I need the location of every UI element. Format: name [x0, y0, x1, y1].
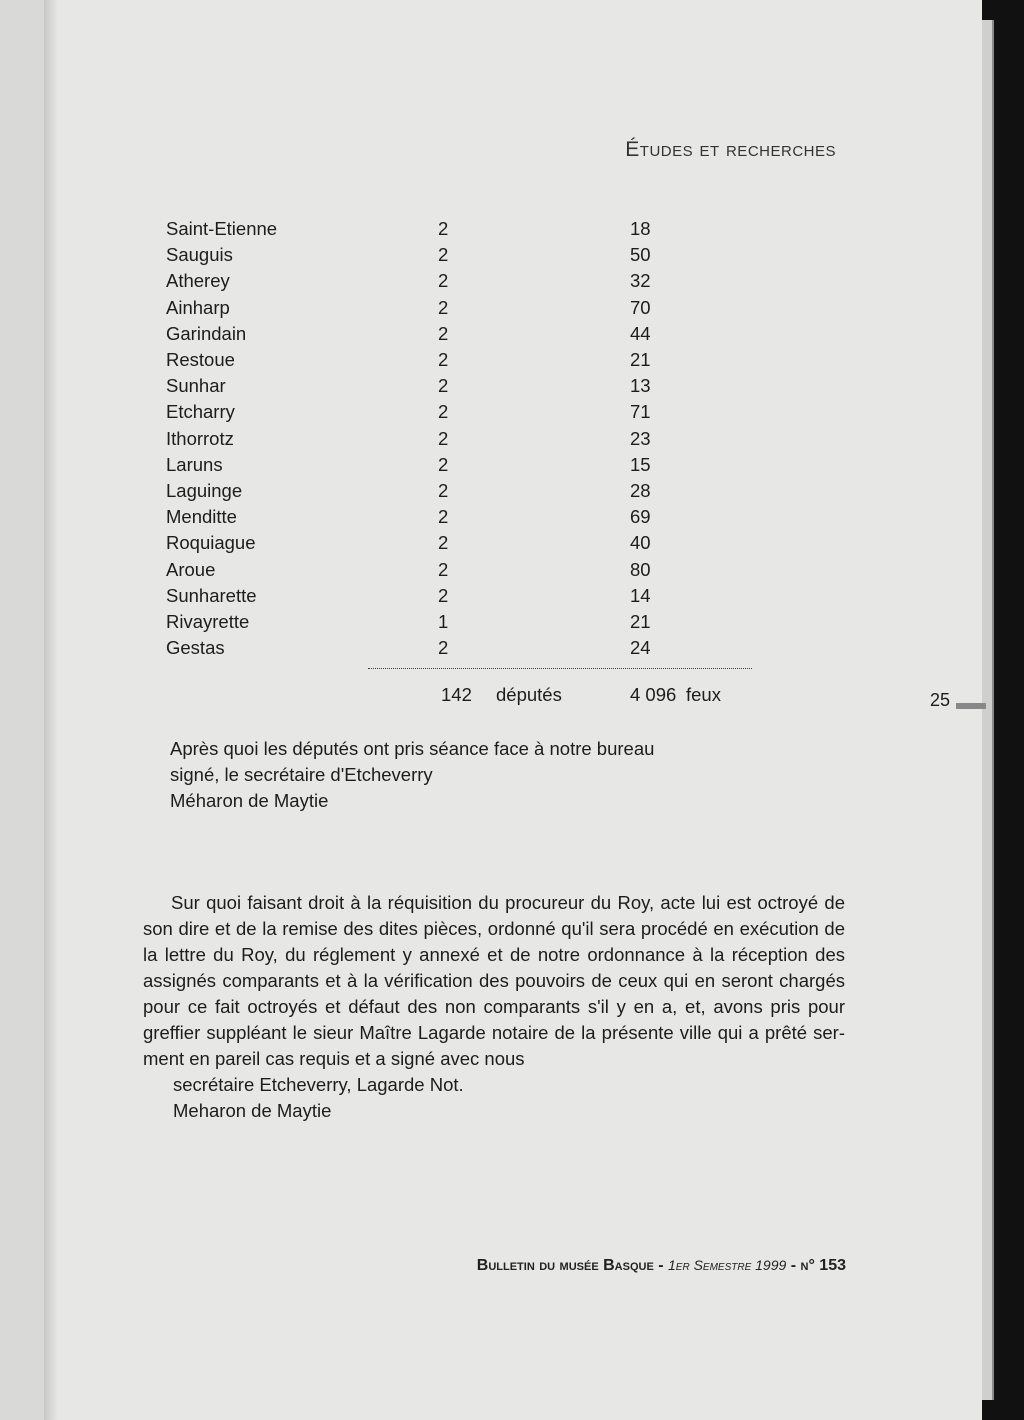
body-paragraph — [143, 890, 845, 1124]
running-header: Études et recherches — [625, 138, 836, 161]
deputes-count: 2 — [438, 322, 449, 344]
feux-count: 14 — [630, 584, 651, 606]
commune-name: Laguinge — [166, 480, 243, 501]
footer-separator: - — [653, 1257, 669, 1274]
table-row — [166, 373, 766, 399]
table-row — [166, 530, 766, 556]
signature-line: secrétaire Etcheverry, Lagarde Not. — [173, 1074, 464, 1095]
footer — [477, 1257, 846, 1275]
page-edge — [982, 0, 1024, 1420]
page-number: 25 — [930, 690, 951, 710]
table-row — [166, 295, 766, 321]
table-row — [166, 216, 766, 242]
deputes-count: 2 — [438, 427, 449, 449]
commune-name: Atherey — [166, 270, 230, 292]
paragraph-line: ment en pareil cas requis et a signé avec nous — [143, 1048, 525, 1069]
deputes-count: 1 — [438, 611, 449, 632]
paragraph-line: greffier suppléant le sieur Maître Lagarde notaire de la présente ville qui a prêté ser- — [143, 1022, 845, 1043]
table-row — [166, 321, 766, 347]
page-tab-marker — [956, 703, 986, 709]
feux-count: 70 — [630, 296, 651, 318]
deputes-label: députés — [496, 684, 562, 705]
feux-label: feux — [686, 684, 721, 705]
table-row — [166, 399, 766, 425]
paragraph-line: Sur quoi faisant droit à la réquisition du procureur du Roy, acte lui est octroyé de — [171, 892, 845, 913]
issue-number: n° 153 — [800, 1257, 846, 1274]
deputes-count: 2 — [438, 349, 449, 370]
table-row — [166, 268, 766, 294]
table-row — [166, 583, 766, 609]
deputes-count: 2 — [438, 270, 449, 292]
feux-count: 80 — [630, 558, 651, 580]
deputes-count: 2 — [438, 506, 449, 528]
table-row — [166, 635, 766, 661]
commune-name: Ainharp — [166, 296, 230, 318]
footer-separator: - — [786, 1257, 801, 1274]
table-row — [166, 557, 766, 583]
deputes-count: 2 — [438, 244, 449, 266]
deputes-count: 2 — [438, 637, 449, 659]
feux-count: 44 — [630, 322, 651, 344]
paragraph-line: pour ce fait octroyés et défaut des non comparants s'il y en a, et, avons pris pour — [143, 996, 845, 1017]
commune-name: Aroue — [166, 558, 216, 580]
signature-line: Meharon de Maytie — [173, 1100, 332, 1121]
commune-name: Ithorrotz — [166, 427, 234, 449]
paragraph-line: assignés comparants et à la vérification des pouvoirs de ceux qui en seront chargés — [143, 970, 845, 991]
closing-line: Après quoi les députés ont pris séance face à notre bureau — [170, 738, 655, 759]
table-row — [166, 504, 766, 530]
commune-name: Etcharry — [166, 401, 235, 423]
commune-name: Menditte — [166, 506, 237, 528]
commune-name: Garindain — [166, 322, 247, 344]
deputes-count: 2 — [438, 558, 449, 580]
feux-count: 32 — [630, 270, 651, 292]
feux-count: 50 — [630, 244, 651, 266]
commune-name: Gestas — [166, 637, 225, 659]
deputes-count: 2 — [438, 480, 449, 501]
commune-name: Sauguis — [166, 244, 233, 266]
feux-count: 40 — [630, 532, 651, 554]
closing-line: Méharon de Maytie — [170, 790, 329, 811]
deputes-count: 2 — [438, 401, 449, 423]
deputes-count: 2 — [438, 375, 449, 397]
commune-name: Sunharette — [166, 584, 257, 606]
commune-name: Roquiague — [166, 532, 256, 554]
table-row — [166, 242, 766, 268]
feux-count: 15 — [630, 453, 651, 475]
deputes-count: 2 — [438, 453, 449, 475]
total-deputes: 142 — [441, 684, 472, 705]
feux-count: 13 — [630, 375, 651, 397]
paragraph-line: la lettre du Roy, du réglement y annexé et de notre ordonnance à la réception des — [143, 944, 845, 965]
deputes-count: 2 — [438, 296, 449, 318]
commune-name: Restoue — [166, 349, 235, 370]
journal-name: Bulletin du musée Basque — [476, 1257, 654, 1274]
commune-name: Sunhar — [166, 375, 226, 397]
total-feux: 4 096 — [630, 684, 677, 705]
feux-count: 21 — [630, 611, 651, 632]
total-separator — [368, 668, 752, 669]
table-row — [166, 452, 766, 478]
feux-count: 24 — [630, 637, 651, 659]
feux-count: 23 — [630, 427, 651, 449]
paragraph-line: son dire et de la remise des dites pièces, ordonné qu'il sera procédé en exécution de — [143, 918, 845, 939]
table-row — [166, 347, 766, 373]
commune-name: Saint-Etienne — [166, 218, 278, 239]
closing-line: signé, le secrétaire d'Etcheverry — [170, 764, 433, 785]
feux-count: 21 — [630, 349, 651, 370]
deputes-count: 2 — [438, 218, 449, 239]
feux-count: 28 — [630, 480, 651, 501]
previous-page-edge — [0, 0, 45, 1420]
feux-count: 71 — [630, 401, 651, 423]
semester: 1er Semestre 1999 — [668, 1257, 787, 1273]
deputes-count: 2 — [438, 584, 449, 606]
table-row — [166, 478, 766, 504]
book-gutter — [44, 0, 58, 1420]
commune-name: Rivayrette — [166, 611, 250, 632]
table-row — [166, 426, 766, 452]
deputes-count: 2 — [438, 532, 449, 554]
commune-name: Laruns — [166, 453, 223, 475]
table-row — [166, 609, 766, 635]
feux-count: 69 — [630, 506, 651, 528]
feux-count: 18 — [630, 218, 651, 239]
